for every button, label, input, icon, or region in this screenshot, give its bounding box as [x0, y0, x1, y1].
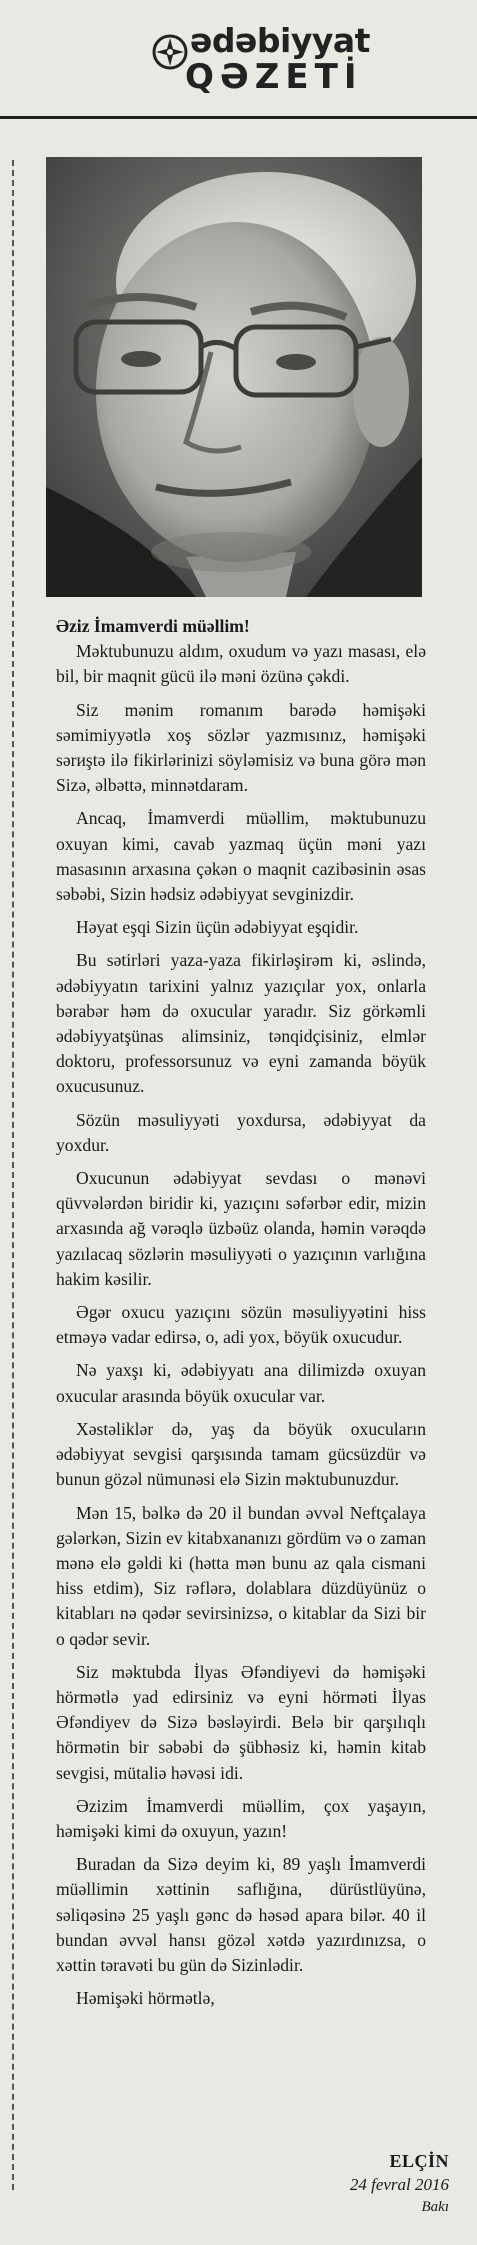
letter-paragraph: Ancaq, İmamverdi müəllim, məktubunuzu oxuyan kimi, cavab yazmaq üçün məni yazı masasının arxasına çəkən o maqnit cazibəsinin əsas səbəbi, Sizin hədsiz ədəbiyyat sevginizdir. — [56, 808, 426, 905]
letter-body — [56, 614, 426, 2019]
letter-paragraph: Oxucunun ədəbiyyat sevdası o mənəvi qüvvələrdən biridir ki, yazıçını səfərbər edir, mizin arxasında ağ vərəqlə üzbəüz olanda, həmin vərəqdə yazılacaq sözlərin məsuliyyəti o yazıçının varlığına hakim kəsilir. — [56, 1168, 426, 1289]
author-name: ELÇİN — [389, 2151, 449, 2171]
masthead-rule — [0, 116, 477, 119]
letter-date: 24 fevral 2016 — [349, 2175, 449, 2194]
column-divider — [12, 160, 14, 2190]
letter-salutation: Əziz İmamverdi müəllim! — [56, 616, 250, 636]
letter-paragraph: Xəstəliklər də, yaş da böyük oxucuların ədəbiyyat sevgisi qarşısında tamam gücsüzdür və bunun gözəl nümunəsi elə Sizin məktubunuzdur. — [56, 1418, 426, 1490]
letter-paragraph: Həyat eşqi Sizin üçün ədəbiyyat eşqidir. — [76, 917, 359, 938]
letter-place: Bakı — [421, 2199, 449, 2215]
compass-star-icon — [152, 34, 188, 70]
portrait-photo — [46, 157, 422, 597]
letter-paragraph: Əzizim İmamverdi müəllim, çox yaşayın, həmişəki kimi də oxuyun, yazın! — [56, 1795, 426, 1841]
masthead-title-line2: QƏZETİ — [185, 57, 363, 97]
masthead-title-line1: ədəbiyyat — [190, 21, 370, 60]
letter-paragraph: Mən 15, bəlkə də 20 il bundan əvvəl Neftçalaya gələrkən, Sizin ev kitabxananızı gördüm və o zaman mənə elə gəldi ki (hətta mən bunu az qala cismani hiss etdim), Siz rəflərə, dolablara düzdüyünüz o kitabları nə qədər sevirsinizsə, o kitablar da Sizi bir o qədər sevir. — [56, 1502, 426, 1649]
letter-paragraph: Əgər oxucu yazıçını sözün məsuliyyətini hiss etməyə vadar edirsə, o, adi yox, böyük oxucudur. — [56, 1302, 426, 1348]
letter-paragraph: Bu sətirləri yaza-yaza fikirləşirəm ki, əslində, ədəbiyyatın tarixini yalnız yazıçılar yox, onlarla bərabər həm də oxucular yaradır. Siz görkəmli ədəbiyyatşünas alimsiniz, tənqidçisiniz, elmlər doktoru, professorsunuz və eyni zamanda böyük oxucusunuz. — [56, 950, 426, 1097]
letter-paragraph: Məktubunuzu aldım, oxudum və yazı masası, elə bil, bir maqnit gücü ilə məni özünə çəkdi. — [56, 641, 426, 687]
letter-paragraph: Sözün məsuliyyəti yoxdursa, ədəbiyyat da yoxdur. — [56, 1109, 426, 1155]
letter-closing: Həmişəki hörmətlə, — [76, 1988, 215, 2009]
letter-paragraph: Nə yaxşı ki, ədəbiyyatı ana dilimizdə oxuyan oxucular arasında böyük oxucular var. — [56, 1360, 426, 1406]
letter-paragraph: Buradan da Sizə deyim ki, 89 yaşlı İmamverdi müəllimin xəttinin saflığına, dürüstlüyünə, səliqəsinə 25 yaşlı gənc də həsəd apara bilər. 40 il bundan əvvəl hansı gözəl xətdə yazırdınızsa, o xəttin təravəti bu gün də Sizinlədir. — [56, 1854, 426, 1975]
letter-paragraph: Siz mənim romanım barədə həmişəki səmimiyyətlə xoş sözlər yazmısınız, həmişəki sərиştə ilə fikirlərinizi söyləmisiz və buna görə mən Sizə, əlbəttə, minnətdaram. — [56, 699, 426, 796]
letter-paragraph: Siz məktubda İlyas Əfəndiyevi də həmişəki hörmətlə yad edirsiniz və eyni hörməti İlyas Əfəndiyev də Sizə bəsləyirdi. Belə bir qarşılıqlı hörmətin bir səbəbi də şübhəsiz ki, həmin kitab sevgisi, mütaliə həvəsi idi. — [56, 1661, 426, 1783]
masthead — [0, 0, 477, 118]
signature-block — [350, 2150, 449, 2219]
